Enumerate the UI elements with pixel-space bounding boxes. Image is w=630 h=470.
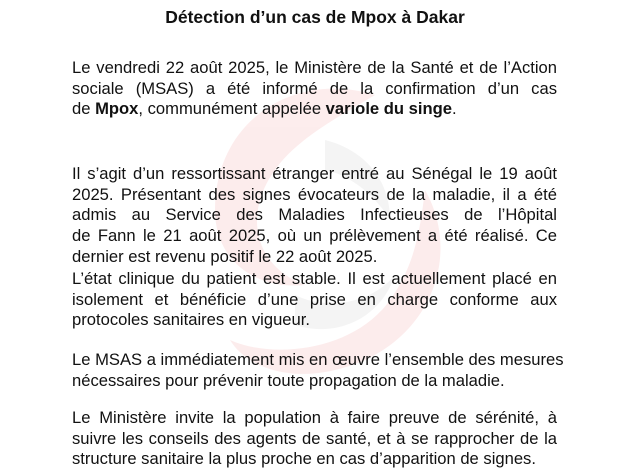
paragraph-public-advice — [72, 408, 557, 470]
paragraph-line: 2025. Présentant des signes évocateurs de la maladie, il a été — [72, 184, 557, 204]
paragraph-line — [72, 99, 557, 120]
bold-term-mpox: Mpox — [95, 99, 139, 119]
paragraph-line: Le vendredi 22 août 2025, le Ministère de la Santé et de l’Action — [72, 58, 557, 77]
paragraph-line: suivre les conseils des agents de santé, et à se rapprocher de la — [72, 428, 557, 448]
paragraph-line: structure sanitaire la plus proche en cas d’apparition de signes. — [72, 449, 536, 469]
paragraph-line: Il s’agit d’un ressortissant étranger entré au Sénégal le 19 août — [72, 164, 557, 183]
paragraph-line: isolement et bénéficie d’une prise en charge conforme aux — [72, 289, 557, 309]
paragraph-line: L’état clinique du patient est stable. Il est actuellement placé en — [72, 269, 557, 288]
paragraph-measures — [72, 350, 564, 391]
paragraph-patient-status — [72, 269, 557, 331]
text-run: , communément appelée — [138, 99, 326, 119]
paragraph-announcement — [72, 58, 557, 120]
text-run: . — [452, 99, 457, 119]
paragraph-line: protocoles sanitaires en vigueur. — [72, 310, 310, 330]
paragraph-line: Le Ministère invite la population à faire preuve de sérénité, à — [72, 408, 557, 427]
paragraph-line: admis au Service des Maladies Infectieuses de l’Hôpital — [72, 205, 557, 225]
text-run: de — [72, 99, 96, 119]
paragraph-line: sociale (MSAS) a été informé de la confirmation d’un cas — [72, 78, 557, 98]
bold-term-variole: variole du singe — [325, 99, 452, 119]
paragraph-line: Le MSAS a immédiatement mis en œuvre l’ensemble des mesures — [72, 350, 564, 369]
paragraph-line: nécessaires pour prévenir toute propagation de la maladie. — [72, 370, 505, 390]
paragraph-line: dernier est revenu positif le 22 août 2025. — [72, 246, 378, 266]
document-title: Détection d’un cas de Mpox à Dakar — [165, 7, 465, 27]
paragraph-line: de Fann le 21 août 2025, où un prélèvement a été réalisé. Ce — [72, 226, 557, 246]
paragraph-case-details — [72, 164, 557, 267]
